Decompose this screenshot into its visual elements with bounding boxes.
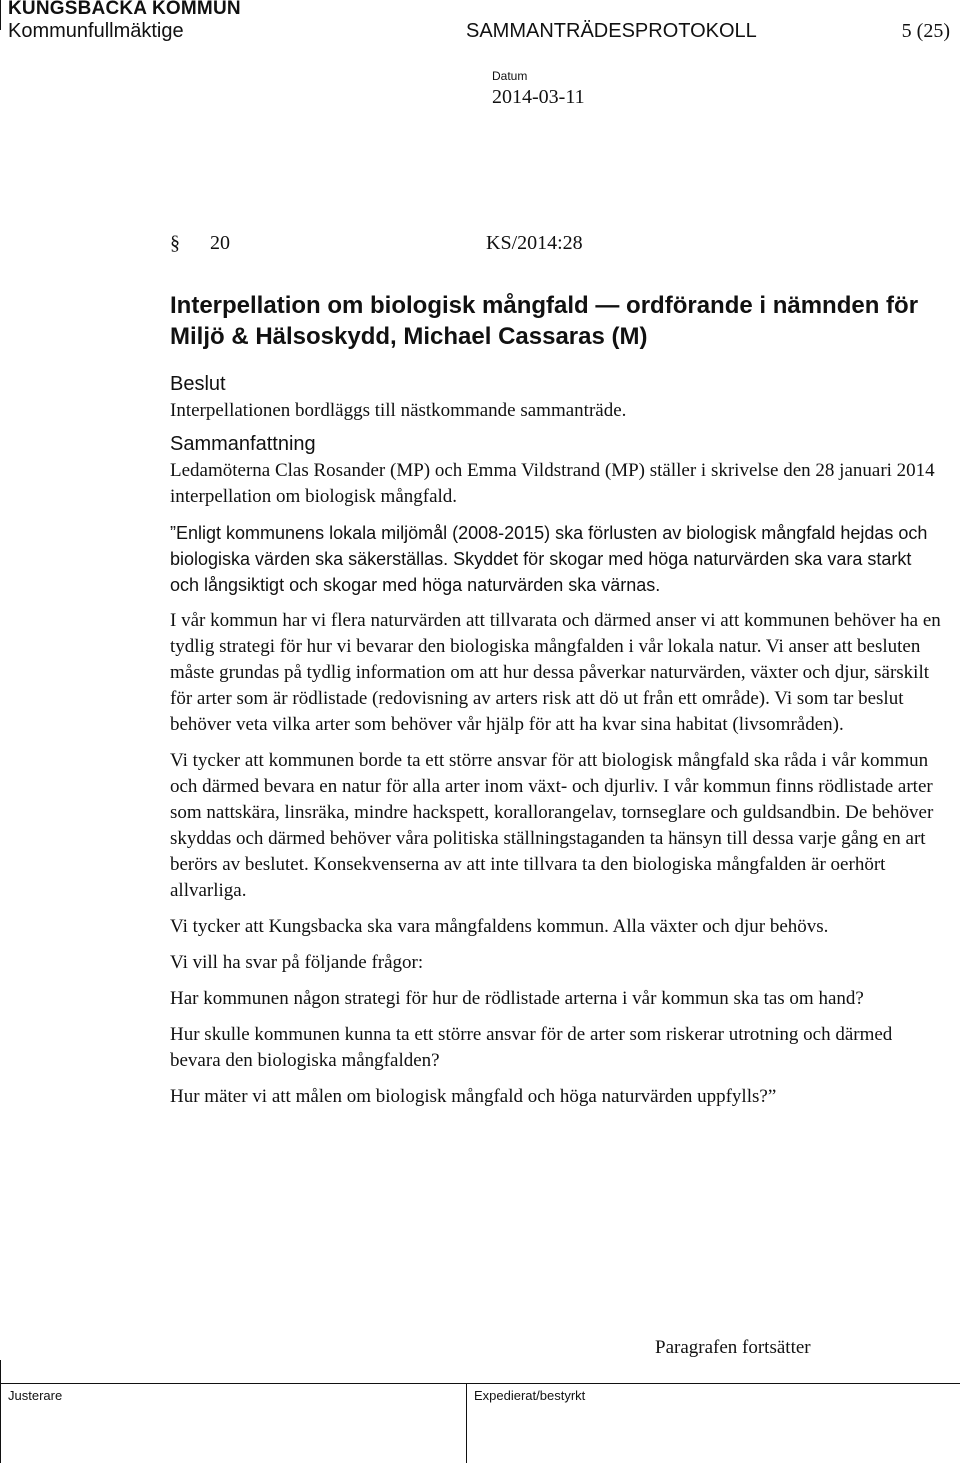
- page-number: 5 (25): [901, 20, 950, 42]
- summary-heading: Sammanfattning: [170, 433, 316, 455]
- quote-paragraph-1: [170, 520, 942, 598]
- margin-rule-bottom: [0, 1360, 1, 1463]
- decision-heading: Beslut: [170, 373, 226, 395]
- quote-paragraph-5: Vi vill ha svar på följande frågor:: [170, 952, 424, 973]
- expedierat-label: Expedierat/bestyrkt: [474, 1388, 586, 1403]
- item-title: Interpellation om biologisk mångfald — ordförande i nämnden för Miljö & Hälsoskydd, Michael Cassaras (M): [170, 292, 919, 350]
- quote-paragraph-2: I vår kommun har vi flera naturvärden att tillvarata och därmed anser vi att kommunen behöver ha en tydlig strategi för hur vi bevarar den biologiska mångfalden i vår lokala natur. Vi anser att besluten måste grundas på tydlig information om att hur dessa påverkar naturvärden, växter och djur, särskilt för arter som är rödlistade (redovisning av arters risk att dö ut från ett område). Vi som tar beslut behöver veta vilka arter som behöver vår hjälp för att ha kvar sina habitat (livsområden).: [170, 610, 941, 735]
- paragraph-value: 20: [210, 232, 230, 254]
- justerare-label: Justerare: [8, 1388, 63, 1403]
- quote-paragraph-3: Vi tycker att kommunen borde ta ett större ansvar för att biologisk mångfald ska råda i vår kommun och därmed bevara en natur för alla arter inom växt- och djurliv. I vår kommun finns rödlistade arter som nattskära, linsräka, mindre hackspett, korallorangelav, tornseglare och guldsandbin. De behöver skyddas och därmed behöver våra politiska ställningstaganden ta hänsyn till dessa varje gång en art berörs av beslutet. Konsekvenserna av att inte tillvara ta den biologiska mångfalden är oerhört allvarliga.: [170, 750, 934, 901]
- quote-paragraph-1b: Skyddet för skogar med höga naturvärden ska vara starkt och långsiktigt och skogar med höga naturvärden ska värnas.: [170, 549, 912, 595]
- case-number: KS/2014:28: [486, 232, 583, 254]
- question-2: Hur skulle kommunen kunna ta ett större ansvar för de arter som riskerar utrotning och därmed bevara den biologiska mångfalden?: [170, 1024, 893, 1071]
- footer-divider: [466, 1383, 467, 1463]
- question-1: Har kommunen någon strategi för hur de rödlistade arterna i vår kommun ska tas om hand?: [170, 988, 864, 1009]
- meeting-date: 2014-03-11: [492, 86, 585, 108]
- quote-paragraph-1a: ”Enligt kommunens lokala miljömål (2008-2015) ska förlusten av biologisk mångfald hejdas och biologiska värden ska säkerställas.: [170, 523, 928, 569]
- body-name: Kommunfullmäktige: [8, 20, 184, 42]
- paragraph-number: [170, 232, 230, 255]
- decision-text: Interpellationen bordläggs till nästkommande sammanträde.: [170, 400, 627, 421]
- margin-rule-top: [0, 0, 1, 30]
- organization-name: KUNGSBACKA KOMMUN: [8, 0, 241, 19]
- summary-text: Ledamöterna Clas Rosander (MP) och Emma Vildstrand (MP) ställer i skrivelse den 28 januari 2014 interpellation om biologisk mångfald.: [170, 460, 935, 507]
- quote-paragraph-4: Vi tycker att Kungsbacka ska vara mångfaldens kommun. Alla växter och djur behövs.: [170, 916, 829, 937]
- question-3: Hur mäter vi att målen om biologisk mångfald och höga naturvärden uppfylls?”: [170, 1086, 777, 1107]
- item-content: [170, 371, 942, 1120]
- footer-rule: [0, 1383, 960, 1384]
- date-label: Datum: [492, 69, 528, 83]
- continues-note: Paragrafen fortsätter: [655, 1337, 811, 1358]
- document-type: SAMMANTRÄDESPROTOKOLL: [466, 20, 757, 42]
- section-symbol: §: [170, 232, 180, 254]
